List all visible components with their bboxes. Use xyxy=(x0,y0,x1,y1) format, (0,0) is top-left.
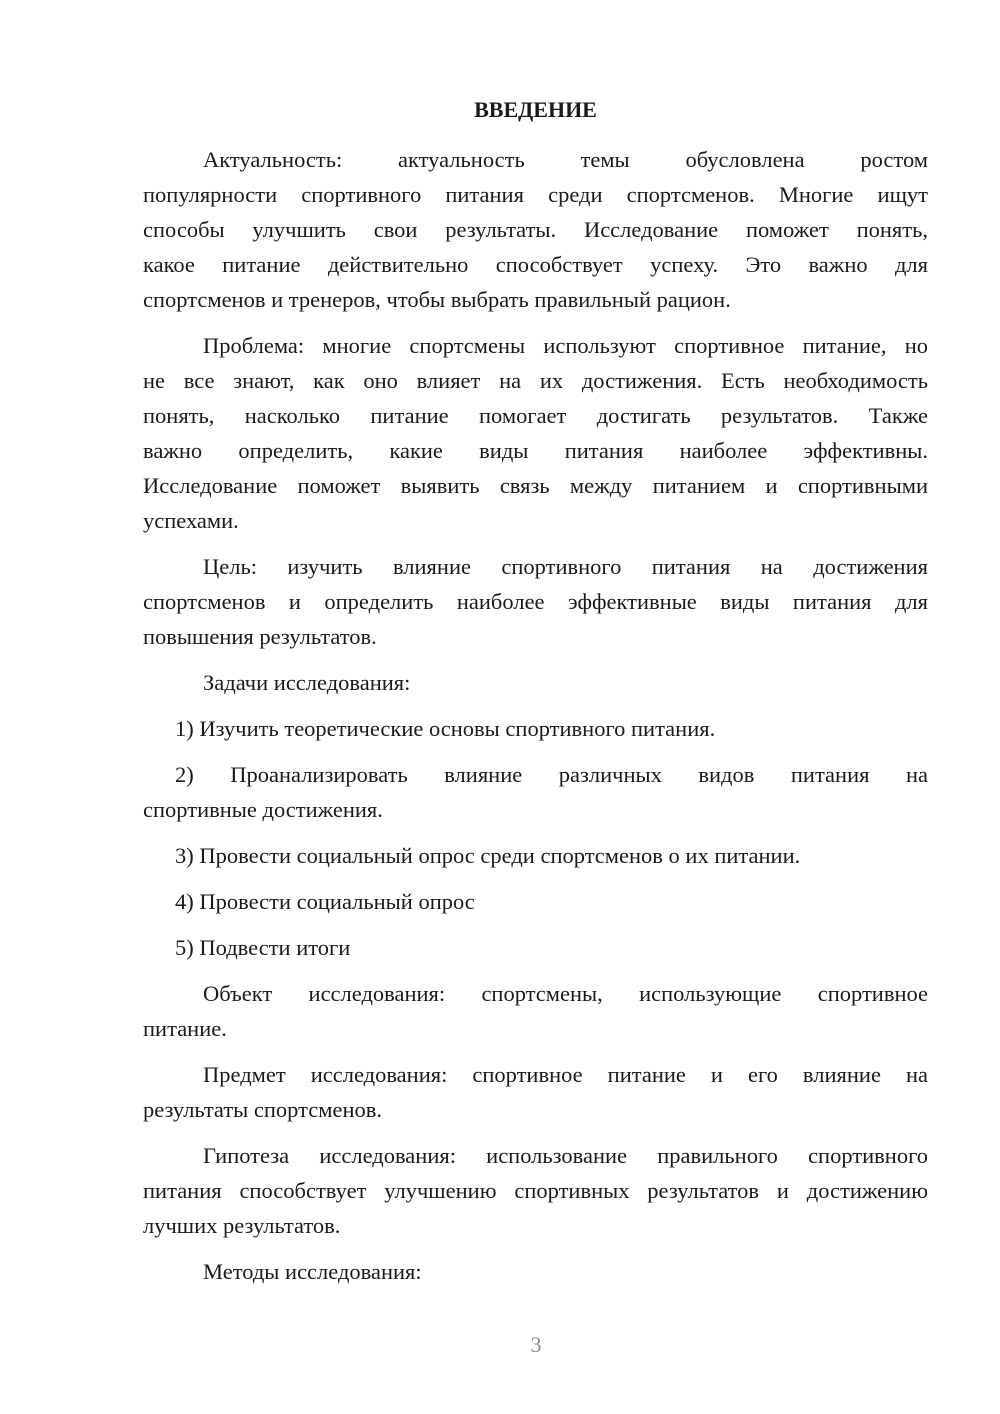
text-line: спортсменов и определить наиболее эффективные виды питания для xyxy=(143,589,928,614)
text-line: не все знают, как оно влияет на их достижения. Есть необходимость xyxy=(143,368,928,393)
paragraph xyxy=(143,328,928,538)
text-line: понять, насколько питание помогает достигать результатов. Также xyxy=(143,403,928,428)
text-line: Задачи исследования: xyxy=(203,670,411,695)
text-line: Проблема: многие спортсмены используют спортивное питание, но xyxy=(203,333,928,358)
text-line: важно определить, какие виды питания наиболее эффективны. xyxy=(143,438,928,463)
paragraph xyxy=(143,549,928,654)
list-item xyxy=(143,930,928,965)
text-line: 2) Проанализировать влияние различных видов питания на xyxy=(175,762,928,787)
document-body xyxy=(143,142,928,1289)
text-line: Исследование поможет выявить связь между питанием и спортивными xyxy=(143,473,928,498)
text-line: 3) Провести социальный опрос среди спортсменов о их питании. xyxy=(175,843,801,868)
paragraph xyxy=(143,142,928,317)
list-item xyxy=(143,838,928,873)
text-line: результаты спортсменов. xyxy=(143,1097,382,1122)
text-line: популярности спортивного питания среди спортсменов. Многие ищут xyxy=(143,182,928,207)
paragraph xyxy=(143,665,928,700)
text-line: какое питание действительно способствует успеху. Это важно для xyxy=(143,252,928,277)
text-line: 1) Изучить теоретические основы спортивного питания. xyxy=(175,716,716,741)
text-line: Методы исследования: xyxy=(203,1259,422,1284)
text-line: спортсменов и тренеров, чтобы выбрать правильный рацион. xyxy=(143,287,731,312)
text-line: успехами. xyxy=(143,508,239,533)
list-item xyxy=(143,711,928,746)
paragraph xyxy=(143,1254,928,1289)
list-item xyxy=(143,884,928,919)
text-line: Цель: изучить влияние спортивного питания на достижения xyxy=(203,554,928,579)
text-line: питание. xyxy=(143,1016,227,1041)
text-line: способы улучшить свои результаты. Исследование поможет понять, xyxy=(143,217,928,242)
text-line: спортивные достижения. xyxy=(143,797,383,822)
text-line: Объект исследования: спортсмены, использующие спортивное xyxy=(203,981,928,1006)
text-line: Актуальность: актуальность темы обусловлена ростом xyxy=(203,147,928,172)
text-line: 5) Подвести итоги xyxy=(175,935,351,960)
section-title: ВВЕДЕНИЕ xyxy=(474,97,597,122)
paragraph xyxy=(143,976,928,1046)
paragraph xyxy=(143,1138,928,1243)
list-item xyxy=(143,757,928,827)
page-number: 3 xyxy=(530,1332,542,1357)
text-line: Предмет исследования: спортивное питание и его влияние на xyxy=(203,1062,928,1087)
text-line: повышения результатов. xyxy=(143,624,377,649)
paragraph xyxy=(143,1057,928,1127)
text-line: 4) Провести социальный опрос xyxy=(175,889,475,914)
document-page xyxy=(143,92,928,1300)
text-line: питания способствует улучшению спортивных результатов и достижению xyxy=(143,1178,928,1203)
text-line: Гипотеза исследования: использование правильного спортивного xyxy=(203,1143,928,1168)
text-line: лучших результатов. xyxy=(143,1213,341,1238)
